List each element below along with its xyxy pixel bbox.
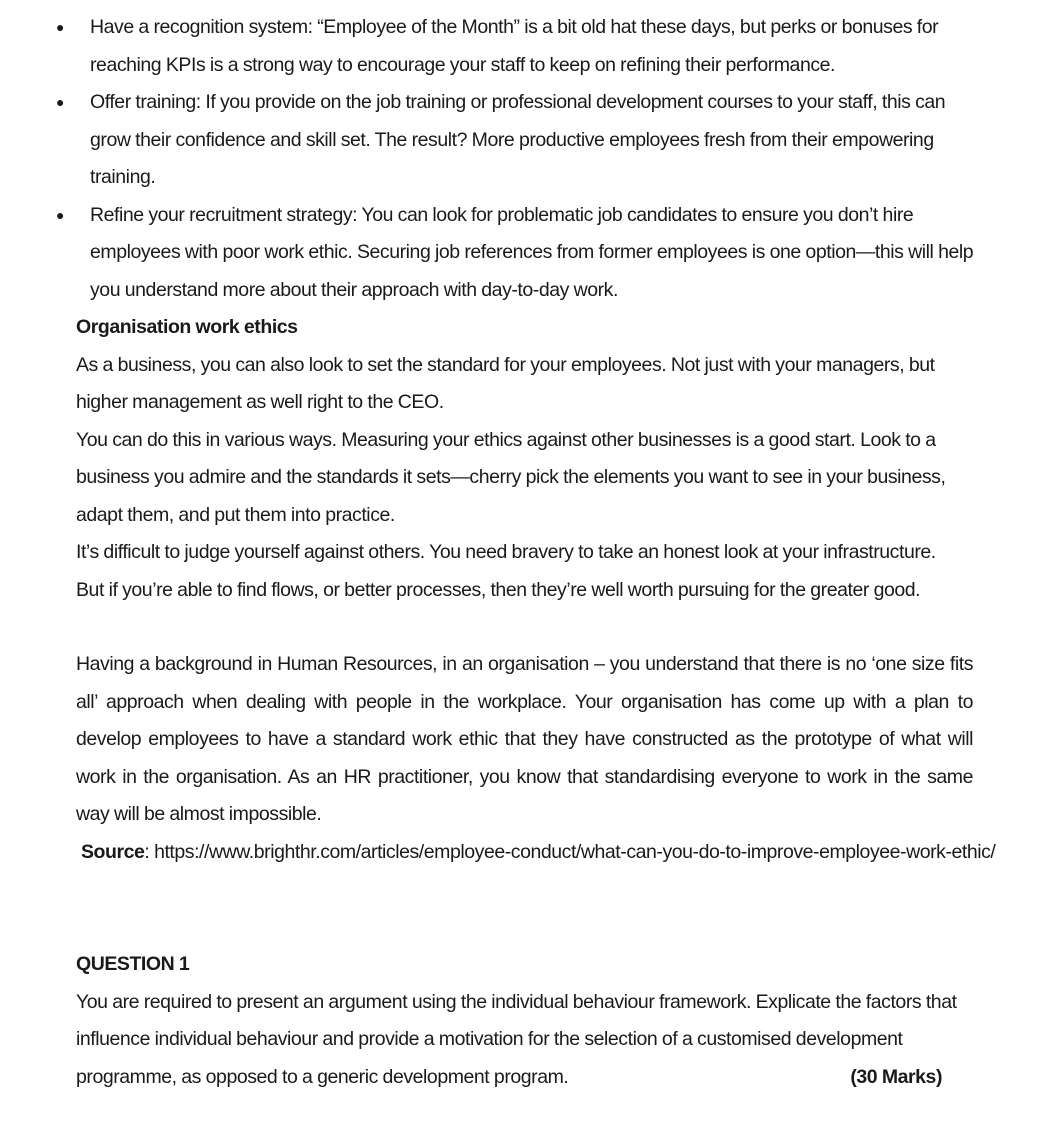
- bullet-text: Have a recognition system: “Employee of the Month” is a bit old hat these days, but perks or bonuses for reaching KPIs is a strong way to encourage your staff to keep on refining their performance.: [90, 16, 939, 76]
- bullet-dot-icon: ●: [56, 94, 65, 110]
- question-marks: (30 Marks): [850, 1065, 942, 1088]
- org-ethics-paragraph: You can do this in various ways. Measuring your ethics against other businesses is a good start. Look to a business you admire and the standards it sets—cherry pick the elements you want to see in your business, adapt them, and put them into practice.: [76, 428, 946, 526]
- hr-section: [76, 646, 996, 871]
- question-text-line: You are required to present an argument using the individual behaviour framework. Explicate the factors that: [76, 990, 957, 1013]
- question-section: [76, 946, 973, 1096]
- hr-paragraph: Having a background in Human Resources, in an organisation – you understand that there is no ‘one size fits all’ approach when dealing with people in the workplace. Your organisation has come up with a plan to develop employees to have a standard work ethic that they have constructed as the prototype of what will work in the organisation. As an HR practitioner, you know that standardising everyone to work in the same way will be almost impossible.: [76, 653, 973, 825]
- org-ethics-section: [76, 309, 973, 609]
- bullet-text: Offer training: If you provide on the job training or professional development courses to your staff, this can grow their confidence and skill set. The result? More productive employees fresh from their empowering training.: [90, 91, 946, 188]
- question-last-row: [76, 1059, 942, 1097]
- bullet-item-training: [0, 84, 975, 197]
- org-ethics-paragraph: As a business, you can also look to set the standard for your employees. Not just with your managers, but higher management as well right to the CEO.: [76, 353, 935, 413]
- bullet-text: Refine your recruitment strategy: You can look for problematic job candidates to ensure you don’t hire employees with poor work ethic. Securing job references from former employees is one option—this will help you understand more about their approach with day-to-day work.: [90, 203, 974, 301]
- source-separator: :: [144, 840, 155, 863]
- org-ethics-heading: Organisation work ethics: [76, 316, 298, 338]
- bullet-list: [0, 9, 1039, 309]
- source-url: https://www.brighthr.com/articles/employee-conduct/what-can-you-do-to-improve-employee-work-ethic/: [154, 840, 996, 863]
- source-label: Source: [81, 840, 145, 863]
- bullet-item-recognition: [0, 9, 975, 84]
- bullet-dot-icon: ●: [56, 206, 65, 223]
- question-text-line: programme, as opposed to a generic development program.: [76, 1065, 569, 1088]
- bullet-dot-icon: ●: [56, 19, 65, 35]
- source-line: [76, 834, 996, 872]
- bullet-item-recruitment: [0, 197, 975, 310]
- question-heading: QUESTION 1: [76, 953, 190, 975]
- question-text-line: influence individual behaviour and provide a motivation for the selection of a customised development: [76, 1028, 903, 1050]
- org-ethics-paragraph: It’s difficult to judge yourself against others. You need bravery to take an honest look at your infrastructure.: [76, 541, 936, 563]
- org-ethics-paragraph: But if you’re able to find flows, or better processes, then they’re well worth pursuing for the greater good.: [76, 578, 921, 601]
